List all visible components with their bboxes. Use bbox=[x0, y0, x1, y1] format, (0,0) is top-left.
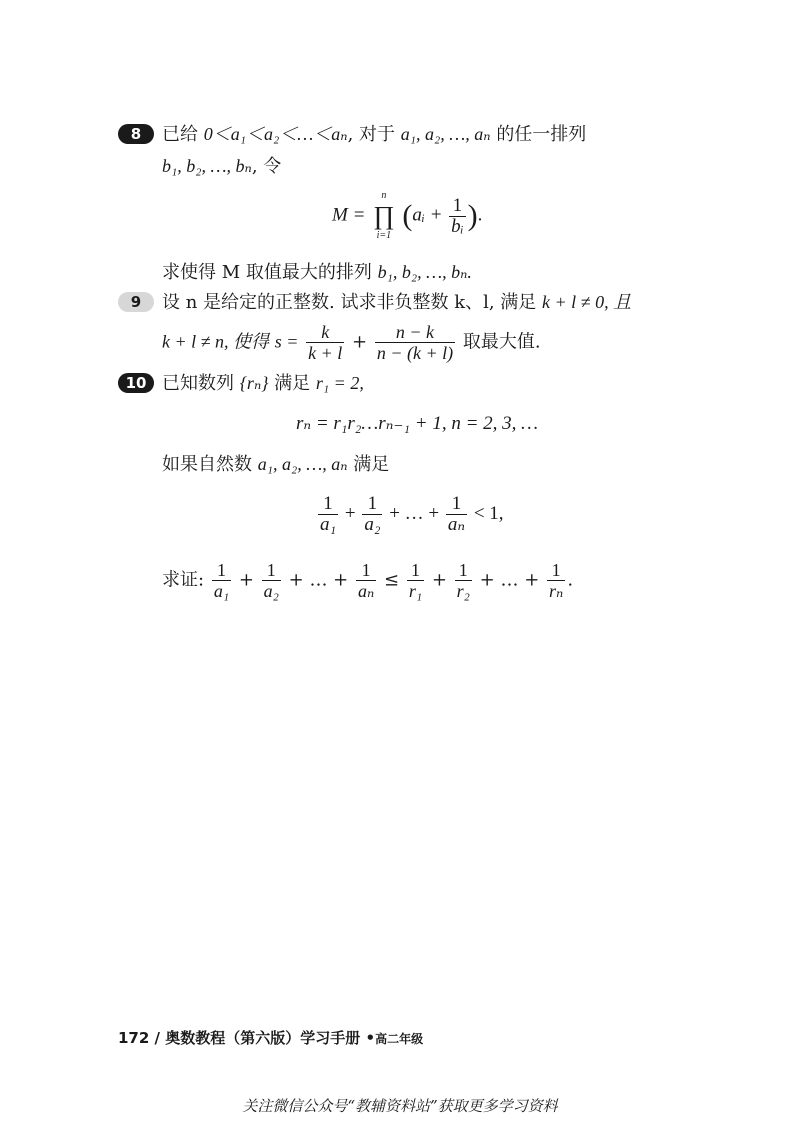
prove-den-a1: a₁ bbox=[213, 581, 230, 601]
formula-term: aᵢ + bbox=[412, 204, 443, 226]
problem-9-s: s = bbox=[274, 331, 299, 352]
ineq-end: < 1, bbox=[473, 502, 504, 524]
page-number: 172 bbox=[118, 1029, 150, 1047]
prove-den-a2: a₂ bbox=[263, 581, 279, 601]
problem-9-cond-1: k + l ≠ 0, 且 bbox=[542, 292, 632, 312]
problem-10-seq: {rₙ} bbox=[239, 373, 269, 393]
problem-9-fraction-2 bbox=[375, 322, 455, 363]
prove-frac-r2 bbox=[455, 560, 472, 601]
frac-2-num: n − k bbox=[375, 322, 455, 343]
right-paren: ) bbox=[467, 199, 478, 232]
problem-10-line-1 bbox=[162, 371, 364, 396]
ineq-den-n: aₙ bbox=[447, 514, 466, 535]
prove-plus-2: + bbox=[431, 569, 447, 591]
prove-num-r2: 1 bbox=[455, 560, 472, 581]
problem-9-end: 取最大值. bbox=[462, 331, 541, 353]
prove-den-rn: rₙ bbox=[549, 581, 564, 601]
formula-frac-num: 1 bbox=[449, 196, 466, 217]
problem-9-text: 设 n 是给定的正整数. 试求非负整数 k、l, 满足 bbox=[162, 292, 537, 313]
problem-10-line-3 bbox=[162, 452, 389, 477]
prove-frac-rn bbox=[547, 560, 565, 601]
problem-8-formula bbox=[332, 190, 482, 242]
recurrence-formula: rₙ = r₁r₂…rₙ₋₁ + 1, n = 2, 3, … bbox=[296, 413, 539, 434]
product-symbol: ∏ bbox=[373, 201, 395, 230]
problem-8-mid: , 对于 bbox=[347, 124, 396, 145]
problem-8-line-2 bbox=[162, 154, 281, 179]
problem-10-a-list: a₁, a₂, …, aₙ bbox=[257, 454, 348, 474]
problem-8-line-2-end: , 令 bbox=[251, 156, 282, 177]
footer-separator: / bbox=[154, 1029, 161, 1047]
problem-10-cond-text: 如果自然数 bbox=[162, 454, 252, 475]
problem-9-plus: + bbox=[352, 331, 368, 353]
problem-8-intro: 已给 bbox=[162, 124, 198, 145]
ineq-frac-n bbox=[446, 494, 467, 535]
ineq-plus-dots: + … + bbox=[389, 502, 440, 524]
formula-lhs: M = bbox=[332, 204, 366, 226]
problem-10-prove bbox=[162, 560, 573, 601]
prove-num-a2: 1 bbox=[262, 560, 281, 581]
prove-num-r1: 1 bbox=[407, 560, 424, 581]
problem-10-intro: 已知数列 bbox=[162, 373, 234, 394]
prove-plus-dots-1: + … + bbox=[288, 569, 349, 591]
watermark-notice: 关注微信公众号“教辅资料站”获取更多学习资料 bbox=[242, 1097, 558, 1115]
footer-bullet: • bbox=[365, 1029, 376, 1047]
product-lower-limit: i=1 bbox=[376, 230, 392, 241]
problem-10-badge: 10 bbox=[118, 373, 154, 393]
problem-9-cond-2: k + l ≠ n, 使得 bbox=[162, 331, 270, 352]
problem-8-line-1 bbox=[162, 122, 586, 147]
problem-10-recurrence bbox=[296, 412, 538, 435]
formula-end: . bbox=[477, 204, 483, 226]
prove-plus-1: + bbox=[238, 569, 254, 591]
problem-8-line-1-end: 的任一排列 bbox=[496, 124, 587, 145]
problem-9-line-1 bbox=[162, 290, 631, 315]
ineq-frac-1 bbox=[318, 494, 338, 535]
problem-8-badge: 8 bbox=[118, 124, 154, 144]
ineq-num-1: 1 bbox=[318, 494, 338, 515]
problem-10-inequality bbox=[316, 494, 504, 535]
ineq-num-n: 1 bbox=[446, 494, 467, 515]
problem-9-fraction-1 bbox=[306, 322, 344, 363]
formula-frac-den: bᵢ bbox=[451, 215, 464, 237]
prove-le: ≤ bbox=[384, 569, 400, 591]
problem-10-cond-end: 满足 bbox=[353, 454, 390, 475]
problem-8-list-b: b₁, b₂, …, bₙ bbox=[162, 156, 252, 176]
prove-den-an: aₙ bbox=[357, 581, 375, 601]
prove-end: . bbox=[567, 569, 574, 591]
ineq-frac-2 bbox=[362, 494, 382, 535]
frac-1-num: k bbox=[306, 322, 344, 343]
prove-num-a1: 1 bbox=[212, 560, 231, 581]
formula-fraction bbox=[449, 196, 466, 237]
grade-label: 高二年级 bbox=[375, 1032, 424, 1046]
problem-8-line-3 bbox=[162, 260, 472, 285]
ineq-plus-1: + bbox=[344, 502, 356, 524]
problem-8-question: 求使得 M 取值最大的排列 bbox=[162, 262, 372, 283]
ineq-den-2: a₂ bbox=[364, 514, 381, 535]
problem-8-chain: 0＜a₁＜a₂＜…＜aₙ bbox=[203, 124, 348, 144]
left-paren: ( bbox=[402, 199, 413, 232]
problem-8-list-a: a₁, a₂, …, aₙ bbox=[400, 124, 491, 144]
product-upper-limit: n bbox=[381, 190, 387, 201]
prove-den-r2: r₂ bbox=[456, 581, 470, 601]
product-operator bbox=[373, 190, 394, 242]
ineq-den-1: a₁ bbox=[320, 514, 337, 535]
problem-10-initial: r₁ = 2, bbox=[315, 373, 364, 393]
prove-frac-a2 bbox=[262, 560, 281, 601]
problem-8-answer-list: b₁, b₂, …, bₙ. bbox=[377, 262, 472, 282]
frac-1-den: k + l bbox=[308, 343, 343, 363]
problem-10-mid: 满足 bbox=[274, 373, 311, 394]
prove-num-an: 1 bbox=[356, 560, 376, 581]
prove-frac-a1 bbox=[212, 560, 231, 601]
prove-num-rn: 1 bbox=[547, 560, 565, 581]
prove-frac-an bbox=[356, 560, 376, 601]
prove-label: 求证: bbox=[162, 569, 205, 591]
problem-9-line-2 bbox=[162, 322, 541, 363]
frac-2-den: n − (k + l) bbox=[376, 343, 454, 363]
prove-den-r1: r₁ bbox=[408, 581, 423, 601]
book-title: 奥数教程（第六版）学习手册 bbox=[165, 1029, 361, 1047]
prove-plus-dots-2: + … + bbox=[479, 569, 540, 591]
problem-9-badge: 9 bbox=[118, 292, 154, 312]
ineq-num-2: 1 bbox=[362, 494, 382, 515]
page-footer bbox=[118, 1027, 423, 1048]
prove-frac-r1 bbox=[407, 560, 424, 601]
